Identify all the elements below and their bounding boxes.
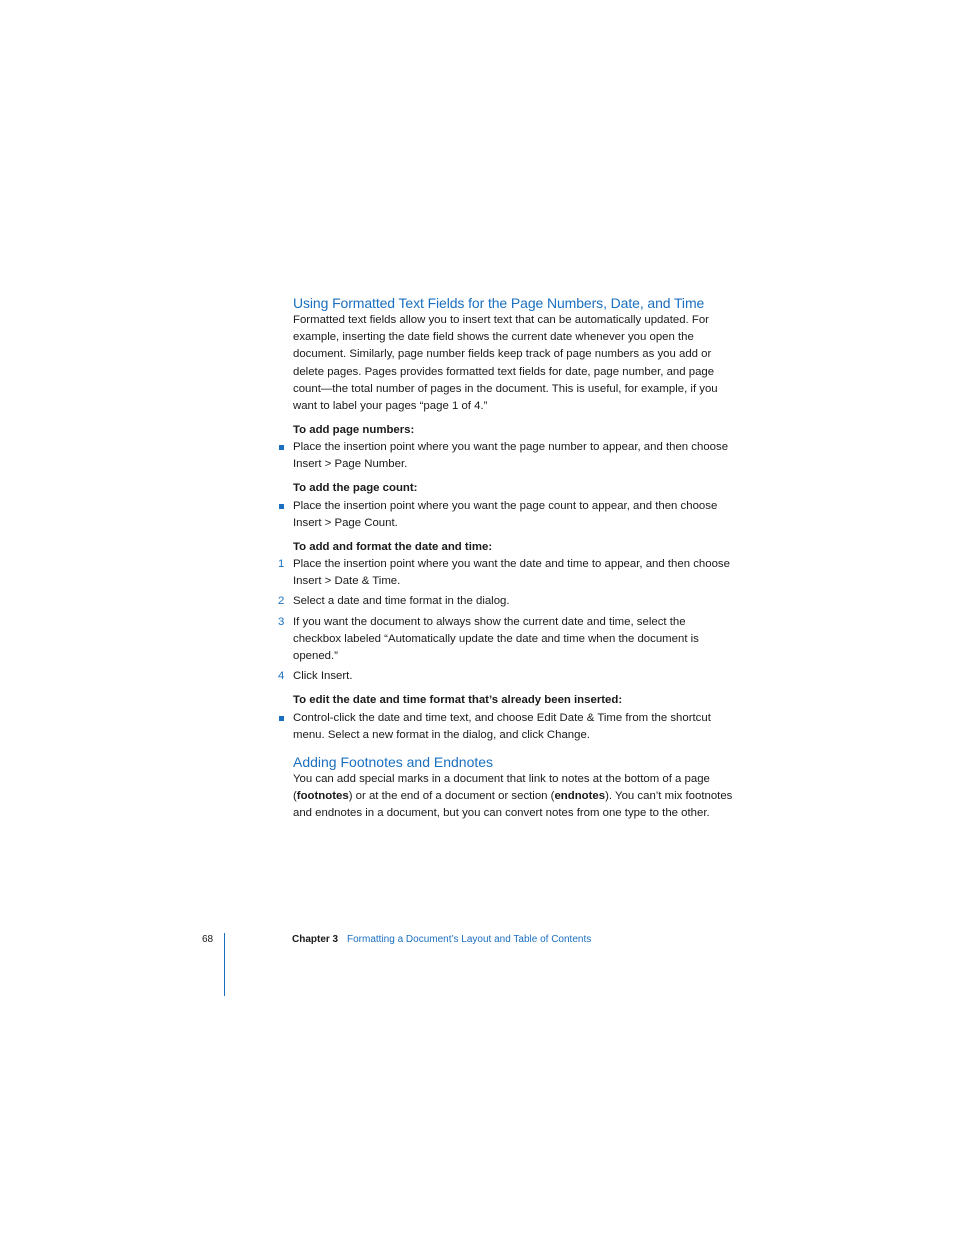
- step-text: Click Insert.: [293, 670, 353, 682]
- step-text: If you want the document to always show the current date and time, select the checkbox labeled “Automatically update the date and time when the document is opened.”: [293, 616, 699, 663]
- task-title-page-numbers: To add page numbers:: [293, 424, 415, 436]
- footnotes-paragraph-container: [293, 771, 733, 823]
- task-title-page-count: To add the page count:: [293, 482, 418, 494]
- bullet-item-page-count: [276, 498, 736, 532]
- step-number: 3: [278, 616, 285, 628]
- step-number: 4: [278, 670, 285, 682]
- term-footnotes: footnotes: [296, 790, 349, 803]
- intro-paragraph-container: [293, 312, 733, 415]
- section-heading-formatted-text-fields: Using Formatted Text Fields for the Page Numbers, Date, and Time: [293, 295, 705, 311]
- task-title-date-time: To add and format the date and time:: [293, 541, 493, 553]
- bullet-text: Place the insertion point where you want the page count to appear, and then choose Insert > Page Count.: [293, 500, 718, 530]
- bullet-square-icon: [276, 439, 290, 450]
- footer-divider-line: [224, 933, 225, 996]
- footnotes-paragraph: You can add special marks in a document that link to notes at the bottom of a page (footnotes) or at the end of a document or section (endnotes). You can’t mix footnotes and endnotes in a document, but you can convert notes from one type to the other.: [293, 773, 733, 820]
- page-number: 68: [202, 934, 214, 945]
- step-text: Select a date and time format in the dialog.: [293, 595, 510, 607]
- section-heading-footnotes-endnotes: Adding Footnotes and Endnotes: [293, 754, 494, 770]
- step-item-2: [276, 593, 736, 610]
- bullet-square-icon: [276, 710, 290, 721]
- chapter-label: Chapter 3: [292, 934, 339, 945]
- step-item-1: [276, 556, 736, 590]
- bullet-text: Place the insertion point where you want the page number to appear, and then choose Insert > Page Number.: [293, 441, 729, 471]
- step-item-3: [276, 614, 736, 666]
- bullet-text: Control-click the date and time text, and choose Edit Date & Time from the shortcut menu. Select a new format in the dialog, and click Change.: [293, 712, 711, 742]
- step-number: 1: [278, 558, 285, 570]
- bullet-item-page-numbers: [276, 439, 736, 473]
- term-endnotes: endnotes: [554, 790, 606, 803]
- step-number: 2: [278, 595, 285, 607]
- bullet-item-edit-format: [276, 710, 736, 744]
- step-text: Place the insertion point where you want the date and time to appear, and then choose Insert > Date & Time.: [293, 558, 730, 588]
- chapter-title: Formatting a Document’s Layout and Table of Contents: [347, 934, 592, 945]
- step-item-4: [276, 668, 736, 685]
- task-title-edit-format: To edit the date and time format that’s already been inserted:: [293, 694, 623, 706]
- intro-paragraph: Formatted text fields allow you to insert text that can be automatically updated. For example, inserting the date field shows the current date whenever you open the document. Similarly, page number fields keep track of page numbers as you add or delete pages. Pages provides formatted text fields for date, page number, and page count—the total number of pages in the document. This is useful, for example, if you want to label your pages “page 1 of 4.”: [293, 314, 718, 413]
- bullet-square-icon: [276, 498, 290, 509]
